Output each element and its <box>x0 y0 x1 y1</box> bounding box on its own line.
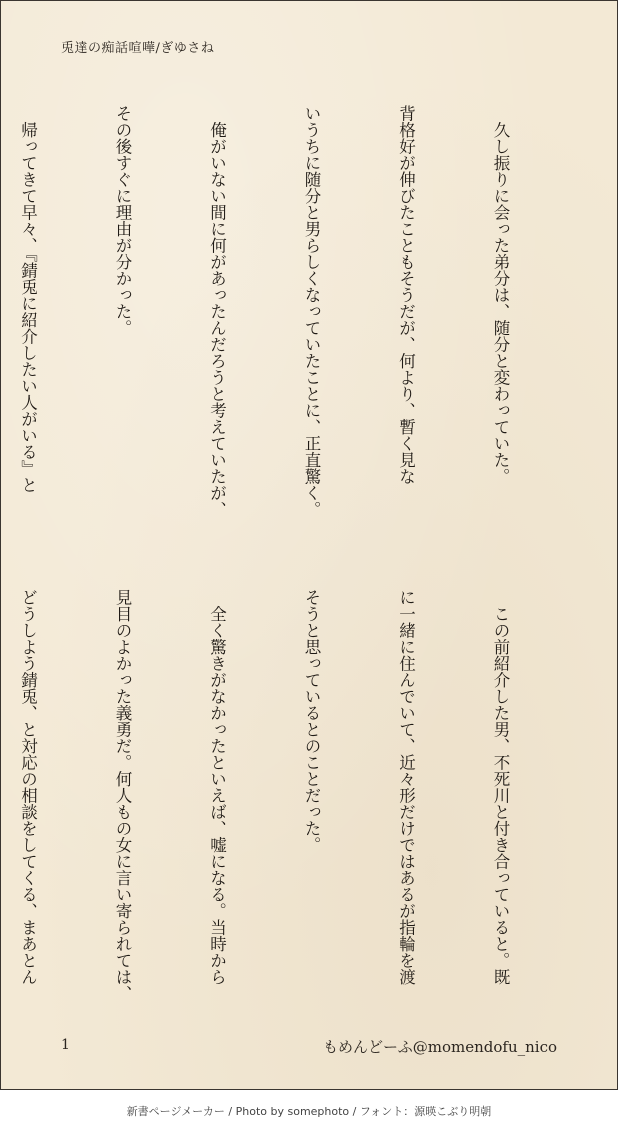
text-line: この前紹介した男、不死川と付き合っていると。既 <box>491 589 510 985</box>
text-line: いうちに随分と男らしくなっていたことに、正直驚く。 <box>302 105 321 518</box>
text-line: その後すぐに理由が分かった。 <box>113 105 132 336</box>
text-line: に一緒に住んでいて、近々形だけではあるが指輪を渡 <box>396 589 416 985</box>
text-line: 俺がいない間に何があったんだろうと考えていたが、 <box>207 105 227 518</box>
page-number: 1 <box>61 1037 70 1053</box>
text-line: 帰ってきて早々、『錆兎に紹介したい人がいる』と <box>18 105 38 493</box>
text-line: 見目のよかった義勇だ。何人もの女に言い寄られては、 <box>113 589 132 1002</box>
tool-credits: 新書ページメーカー / Photo by somephoto / フォント：源暎こぶり明朝 <box>126 1105 492 1118</box>
text-line: 久し振りに会った弟分は、随分と変わっていた。 <box>491 105 510 485</box>
text-line: そうと思っているとのことだった。 <box>302 589 321 853</box>
text-block-top <box>0 105 579 535</box>
text-block-bottom <box>0 589 579 1009</box>
author-credit: もめんどーふ@momendofu_nico <box>323 1038 557 1056</box>
text-line: 全く驚きがなかったといえば、嘘になる。当時から <box>207 589 227 985</box>
text-line: 背格好が伸びたこともそうだが、何より、暫く見な <box>396 105 416 485</box>
text-line: どうしよう錆兎、と対応の相談をしてくる、まあとん <box>18 589 38 985</box>
page-header-title: 兎達の痴話喧嘩/ぎゆさね <box>61 41 215 56</box>
